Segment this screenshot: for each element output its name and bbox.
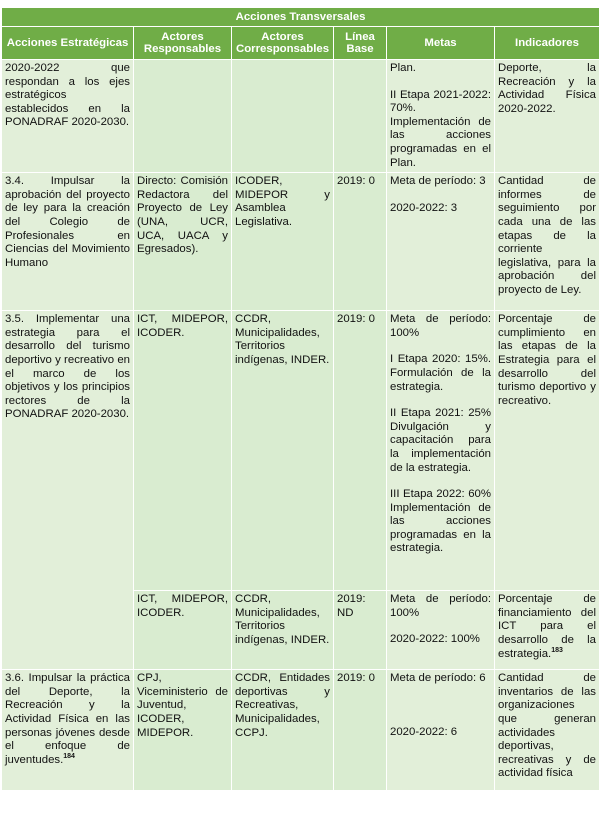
responsables-cell: CPJ, Viceministerio de Juventud, ICODER, MIDEPOR.: [134, 670, 232, 791]
meta-line: 2020-2022: 6: [390, 725, 458, 738]
accion-cell: 3.4. Impulsar la aprobación del proyecto de ley para la creación del Colegio de Profesionales en Ciencias del Movimiento Humano: [2, 173, 134, 311]
table-row: [2, 173, 600, 311]
linea-base-cell: 2019: 0: [334, 173, 387, 311]
meta-line: Implementación de las acciones programadas en el Plan.: [390, 115, 491, 169]
responsables-cell: ICT, MIDEPOR, ICODER.: [134, 591, 232, 670]
acciones-transversales-table: [1, 7, 600, 791]
metas-cell: [387, 173, 495, 311]
meta-line: II Etapa 2021-2022: 70%.: [390, 88, 491, 115]
header-responsables: Actores Responsables: [134, 27, 232, 60]
meta-line: II Etapa 2021: 25% Divulgación y capacitación para la implementación de la estrategia.: [390, 407, 491, 474]
table-title: Acciones Transversales: [2, 8, 600, 27]
indicador-cell: Cantidad de informes de seguimiento por cada una de las etapas de la corriente legislativa, para la aprobación del proyecto de Ley.: [495, 173, 600, 311]
header-corresponsables: Actores Corresponsables: [232, 27, 334, 60]
meta-line: Meta de período: 100%: [390, 593, 491, 619]
meta-line: Meta de período: 3: [390, 175, 486, 188]
indicador-cell: Cantidad de inventarios de las organizaciones que generan actividades deportivas, recreativas y de actividad física: [495, 670, 600, 791]
metas-cell: [387, 311, 495, 591]
indicador-text: Porcentaje de financiamiento del ICT para el desarrollo de la estrategia.: [498, 593, 596, 660]
table-row: [2, 60, 600, 173]
header-acciones: Acciones Estratégicas: [2, 27, 134, 60]
header-indicadores: Indicadores: [495, 27, 600, 60]
table-row: [2, 311, 600, 591]
corresponsables-cell: [232, 60, 334, 173]
indicador-cell: Deporte, la Recreación y la Actividad Física 2020-2022.: [495, 60, 600, 173]
linea-base-cell: 2019: 0: [334, 670, 387, 791]
corresponsables-cell: CCDR, Municipalidades, Territorios indígenas, INDER.: [232, 311, 334, 591]
header-linea-base: Línea Base: [334, 27, 387, 60]
corresponsables-cell: CCDR, Entidades deportivas y Recreativas, Municipalidades, CCPJ.: [232, 670, 334, 791]
meta-line: Meta de período: 100%: [390, 313, 491, 339]
accion-text: 3.6. Impulsar la práctica del Deporte, la Recreación y la Actividad Física en las personas jóvenes desde el enfoque de juventudes.: [5, 672, 130, 766]
footnote-ref: 183: [551, 646, 563, 654]
meta-line: 2020-2022: 3: [390, 201, 458, 214]
metas-cell: [387, 591, 495, 670]
accion-cell: 2020-2022 que respondan a los ejes estratégicos establecidos en la PONADRAF 2020-2030.: [2, 60, 134, 173]
header-metas: Metas: [387, 27, 495, 60]
accion-cell: 3.5. Implementar una estrategia para el desarrollo del turismo deportivo y recreativo en el marco de los objetivos y los principios rectores de la PONADRAF 2020-2030.: [2, 311, 134, 670]
indicador-cell: [495, 591, 600, 670]
linea-base-cell: 2019: ND: [334, 591, 387, 670]
meta-line: III Etapa 2022: 60% Implementación de las acciones programadas en la estrategia.: [390, 488, 491, 555]
meta-line: Plan.: [390, 62, 416, 74]
responsables-cell: Directo: Comisión Redactora del Proyecto de Ley (UNA, UCR, UCA, UACA y Egresados).: [134, 173, 232, 311]
meta-line: Meta de período: 6: [390, 672, 486, 685]
linea-base-cell: [334, 60, 387, 173]
responsables-cell: ICT, MIDEPOR, ICODER.: [134, 311, 232, 591]
table-row: [2, 670, 600, 791]
corresponsables-cell: ICODER, MIDEPOR y Asamblea Legislativa.: [232, 173, 334, 311]
footnote-ref: 184: [63, 752, 75, 760]
linea-base-cell: 2019: 0: [334, 311, 387, 591]
accion-cell: [2, 670, 134, 791]
responsables-cell: [134, 60, 232, 173]
metas-cell: [387, 670, 495, 791]
meta-line: I Etapa 2020: 15%. Formulación de la estrategia.: [390, 353, 491, 393]
corresponsables-cell: CCDR, Municipalidades, Territorios indígenas, INDER.: [232, 591, 334, 670]
meta-line: 2020-2022: 100%: [390, 633, 480, 646]
metas-cell: [387, 60, 495, 173]
indicador-cell: Porcentaje de cumplimiento en las etapas de la Estrategia para el desarrollo del turismo deportivo y recreativo.: [495, 311, 600, 591]
